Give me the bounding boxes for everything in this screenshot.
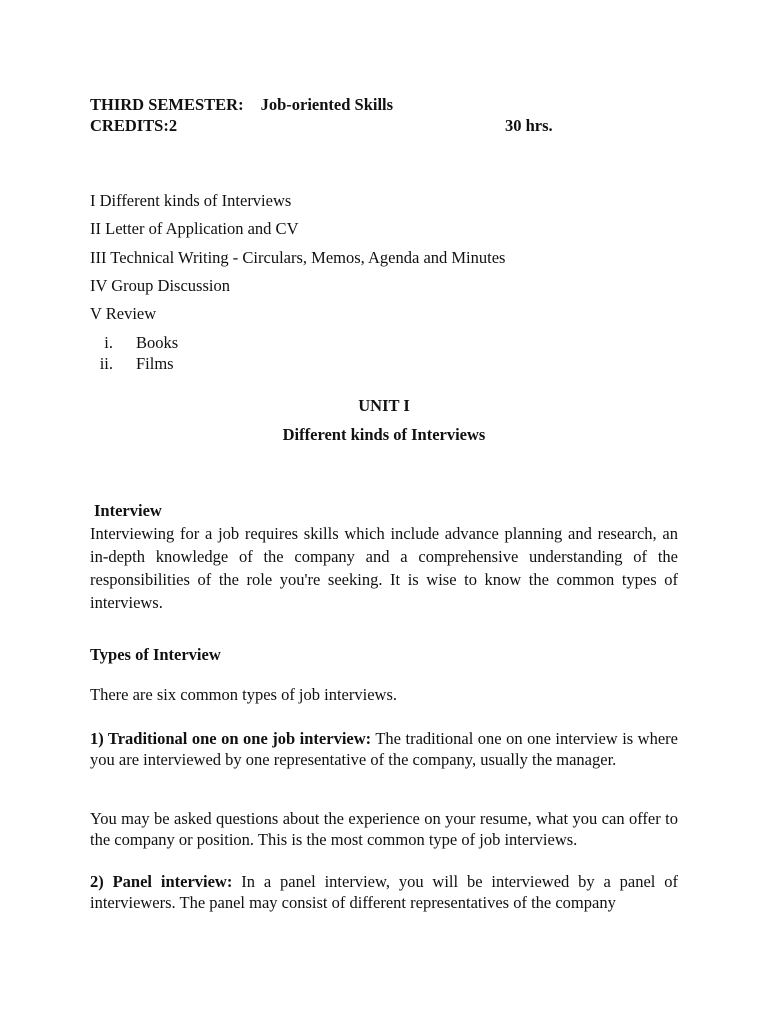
- syllabus-item-5: V Review: [90, 304, 157, 323]
- course-header: [90, 95, 393, 115]
- syllabus-item-2: II Letter of Application and CV: [90, 219, 299, 238]
- credits-label: CREDITS:2: [90, 116, 178, 135]
- syllabus-item-4: IV Group Discussion: [90, 276, 230, 295]
- traditional-interview-label: 1) Traditional one on one job interview:: [90, 729, 372, 748]
- hours-label: 30 hrs.: [505, 116, 553, 135]
- subject-name: Job-oriented Skills: [260, 95, 394, 114]
- syllabus-item-3: III Technical Writing - Circulars, Memos, Agenda and Minutes: [90, 248, 506, 267]
- review-item-label: Books: [136, 333, 179, 352]
- section-heading-interview: Interview: [94, 501, 162, 520]
- traditional-followup-paragraph: You may be asked questions about the experience on your resume, what you can offer to the company or position. This is the most common type of job interviews.: [90, 809, 678, 849]
- review-item-number: i.: [104, 333, 113, 352]
- panel-interview-text: In a panel interview, you will be interviewed by a panel of interviewers. The panel may consist of different representatives of the company: [90, 872, 678, 912]
- traditional-interview-paragraph: [90, 728, 678, 770]
- interview-paragraph: Interviewing for a job requires skills which include advance planning and research, an in-depth knowledge of the company and a comprehensive understanding of the responsibilities of the role you're seeking. It is wise to know the common types of interviews.: [90, 524, 678, 612]
- unit-subtitle: Different kinds of Interviews: [282, 425, 486, 444]
- document-page: [90, 0, 678, 1024]
- review-item-label: Films: [136, 354, 174, 373]
- unit-title: UNIT I: [358, 396, 410, 415]
- syllabus-item-1: I Different kinds of Interviews: [90, 191, 292, 210]
- panel-interview-paragraph: [90, 871, 678, 913]
- panel-interview-label: 2) Panel interview:: [90, 872, 233, 891]
- traditional-interview-text: The traditional one on one interview is where you are interviewed by one representative of the company, usually the manager.: [90, 729, 678, 769]
- semester-label: THIRD SEMESTER:: [90, 95, 244, 114]
- section-heading-types: Types of Interview: [90, 645, 221, 664]
- types-intro: There are six common types of job interviews.: [90, 685, 397, 704]
- review-item-number: ii.: [99, 354, 113, 373]
